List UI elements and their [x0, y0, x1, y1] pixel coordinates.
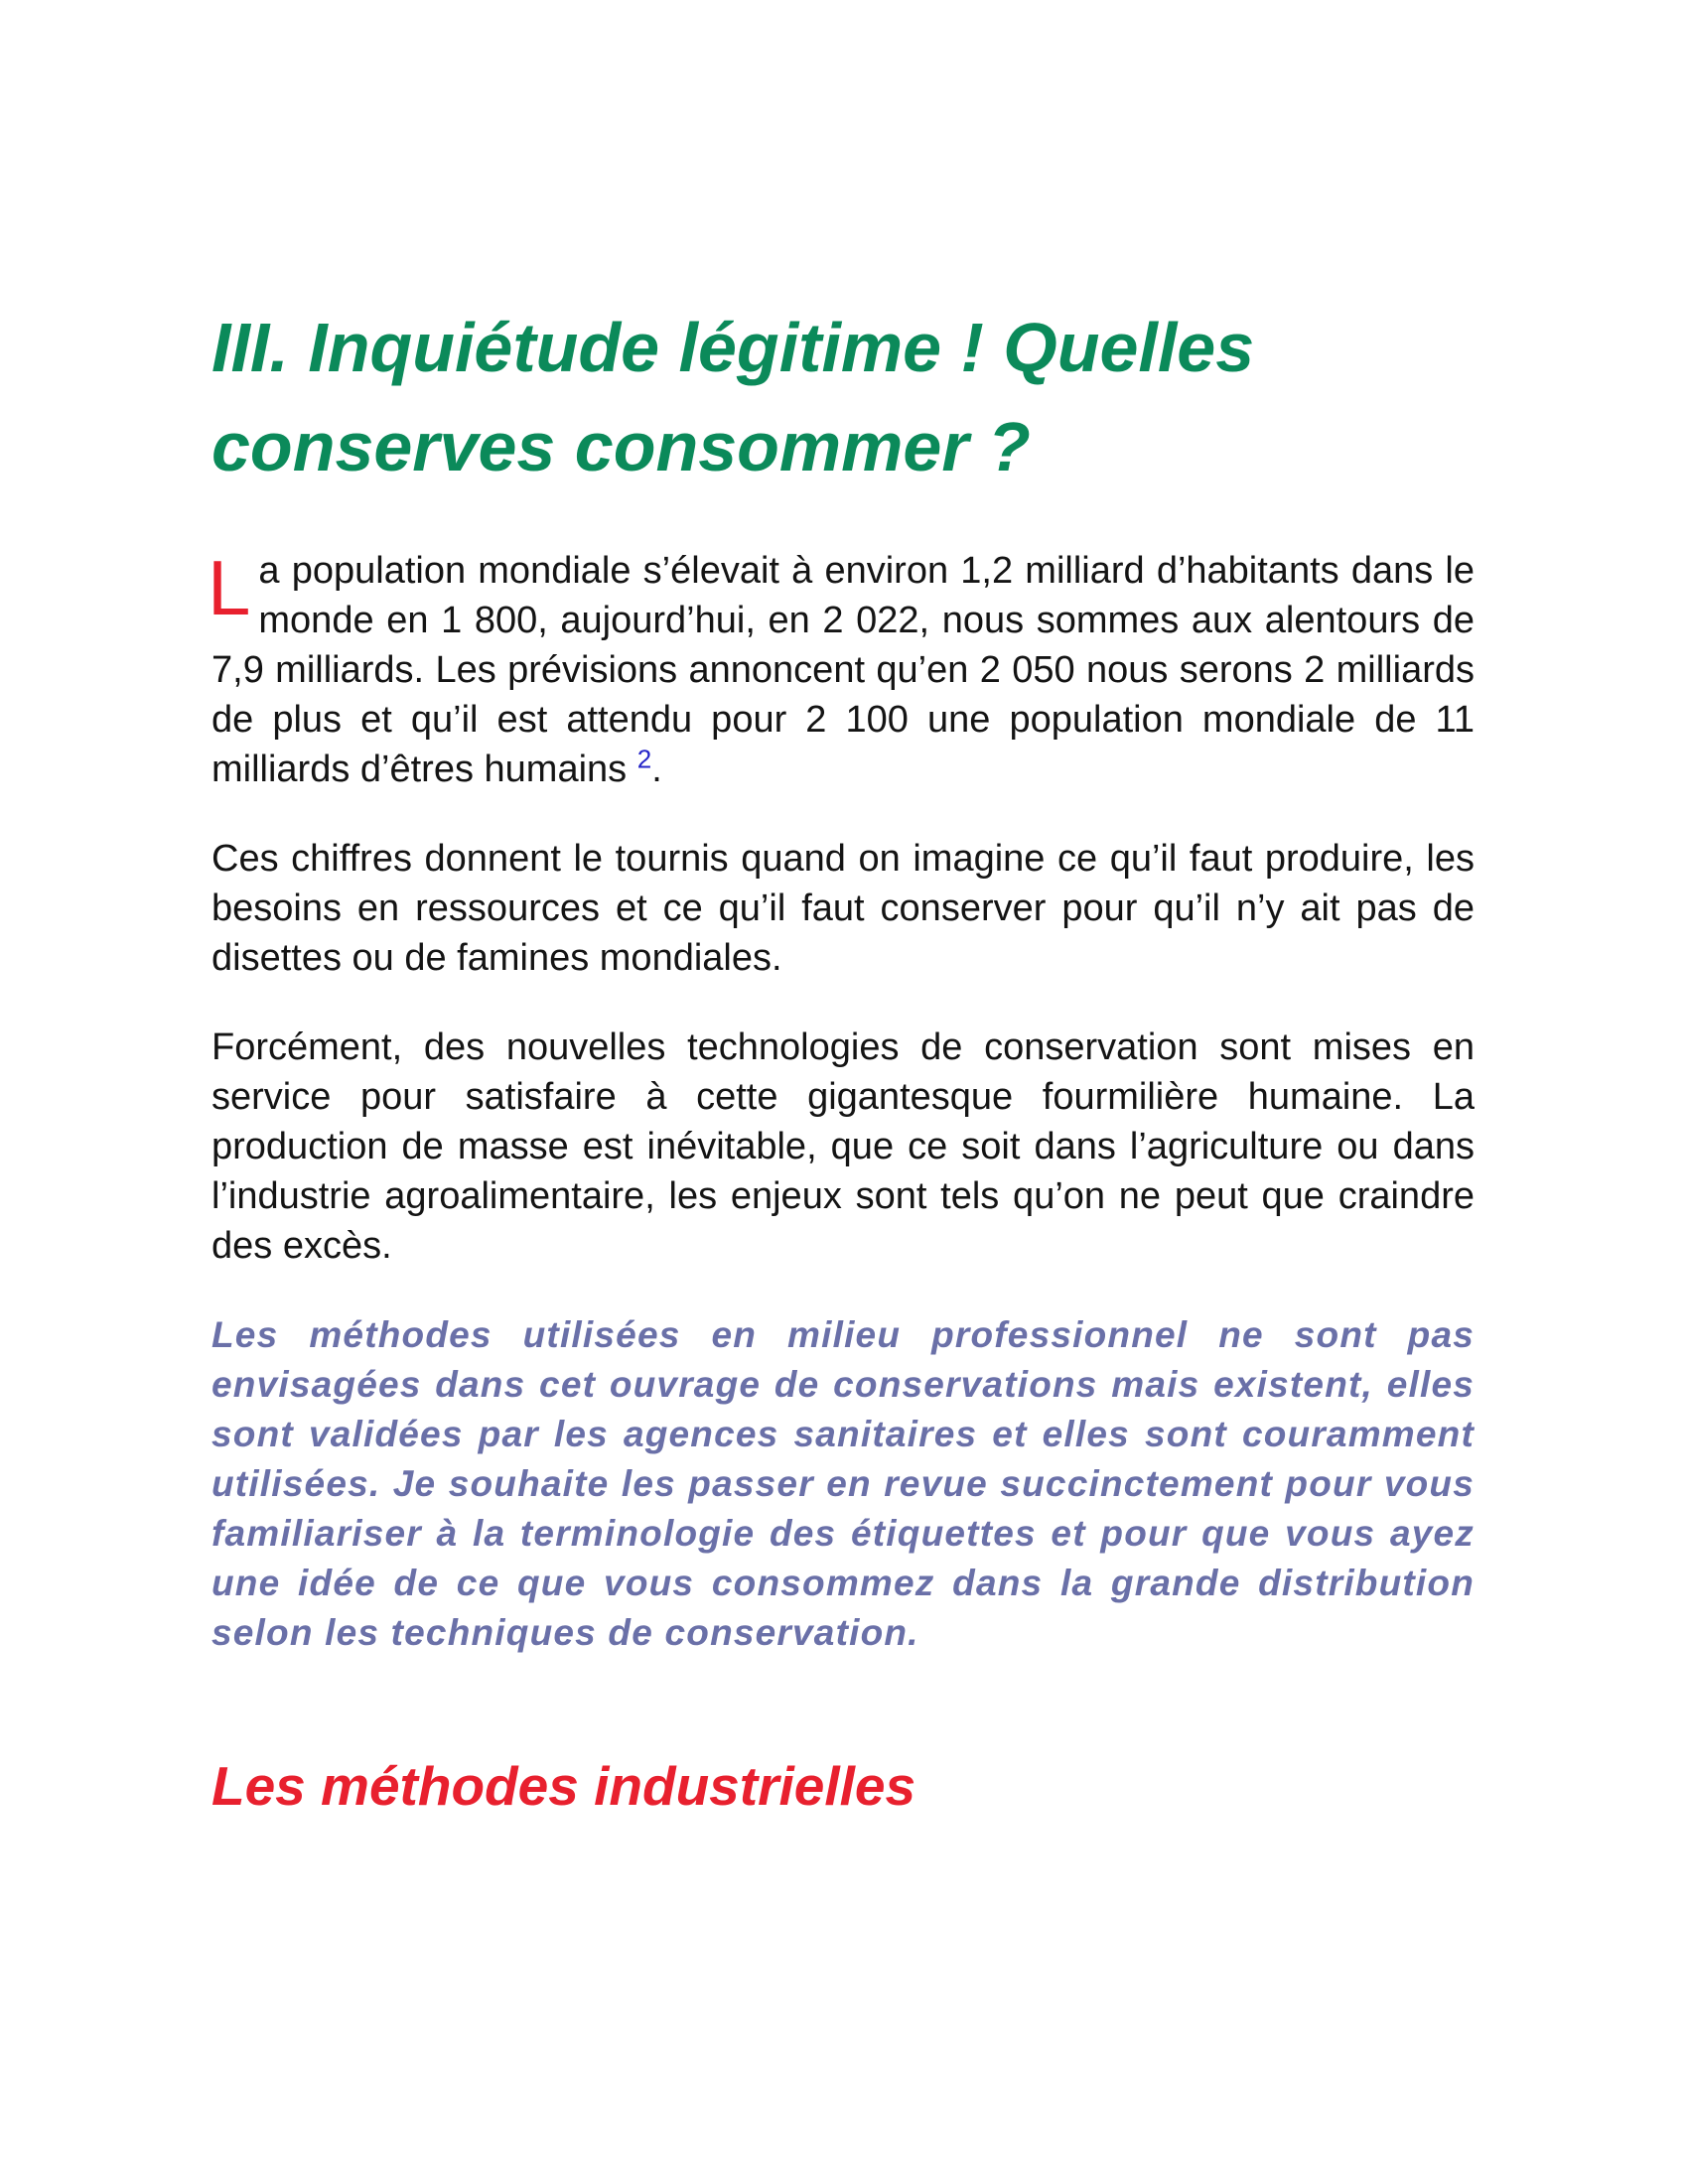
intro-end-punctuation: . [651, 749, 662, 790]
author-note: Les méthodes utilisées en milieu professionnel ne sont pas envisagées dans cet ouvrage de conservations mais existent, elles sont validées par les agences sanitaires et elles sont couramment utilisées. Je souhaite les passer en revue succinctement pour vous familiariser à la terminologie des étiquettes et pour que vous ayez une idée de ce que vous consommez dans la grande distribution selon les techniques de conservation. [211, 1314, 1475, 1653]
chapter-title: III. Inquiétude légitime ! Quelles conserves consommer ? [211, 309, 1255, 485]
section-title: Les méthodes industrielles [211, 1755, 916, 1817]
footnote-reference[interactable]: 2 [636, 744, 652, 774]
drop-cap: L [208, 544, 251, 631]
document-page [208, 298, 1475, 1821]
body-paragraph: Ces chiffres donnent le tournis quand on imagine ce qu’il faut produire, les besoins en ressources et ce qu’il faut conserver pour qu’il n’y ait pas de disettes ou de famines mondiales. [211, 838, 1475, 979]
body-paragraph: Forcément, des nouvelles technologies de conservation sont mises en service pour satisfaire à cette gigantesque fourmilière humaine. La production de masse est inévitable, que ce soit dans l’agriculture ou dans l’industrie agroalimentaire, les enjeux sont tels qu’on ne peut que craindre des excès. [211, 1026, 1475, 1267]
intro-paragraph [208, 544, 1475, 794]
intro-text: a population mondiale s’élevait à environ 1,2 milliard d’habitants dans le monde en 1 800, aujourd’hui, en 2 022, nous sommes aux alentours de 7,9 milliards. Les prévisions annoncent qu’en 2 050 nous serons 2 milliards de plus et qu’il est attendu pour 2 100 une population mondiale de 11 milliards d’êtres humains [211, 550, 1475, 790]
